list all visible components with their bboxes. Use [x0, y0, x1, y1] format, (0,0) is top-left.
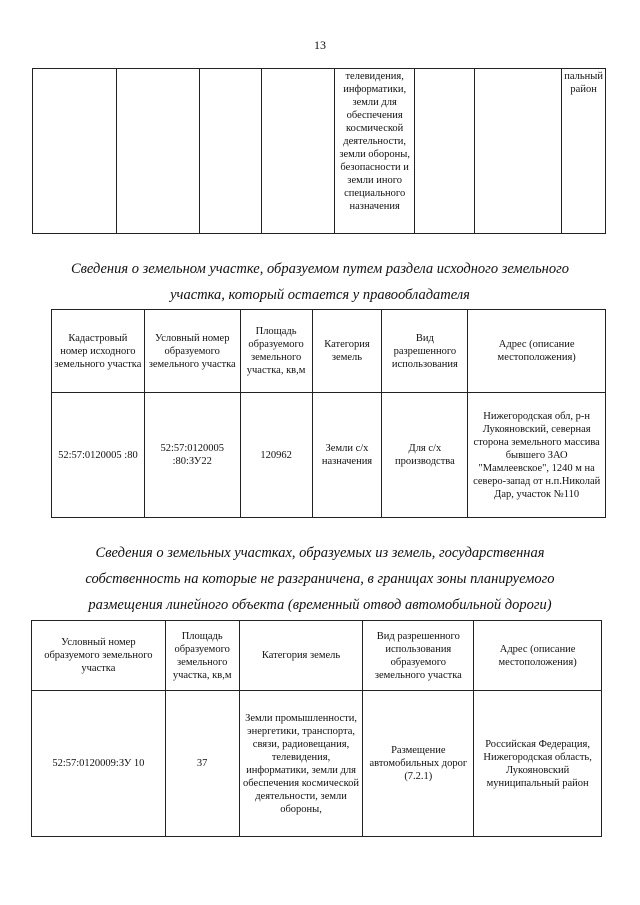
table-header-row: [32, 621, 602, 691]
table-cell: 52:57:0120005 :80: [52, 393, 145, 518]
table-row: [32, 691, 602, 837]
page-number: 13: [314, 38, 326, 52]
table-cell: [33, 69, 117, 234]
table-cell: Российская Федерация, Нижегородская область, Лукояновский муниципальный район: [474, 691, 602, 837]
table-row: [52, 393, 606, 518]
section-heading: [0, 256, 640, 308]
table-cell: Земли с/х назначения: [312, 393, 382, 518]
parcel-table: [51, 309, 606, 518]
header-cell: Адрес (описание местоположения): [468, 310, 606, 393]
table-cell: Для с/х производства: [382, 393, 468, 518]
table-cell: Нижегородская обл, р-н Лукояновский, северная сторона земельного массива бывшего ЗАО "Мамлеевское", 1240 м на северо-запад от н.п.Николай Дар, участок №110: [468, 393, 606, 518]
section-heading-line: участка, который остается у правообладателя: [170, 287, 470, 303]
section-heading-line: собственность на которые не разграничена, в границах зоны планируемого: [85, 571, 555, 587]
table-cell: Земли промышленности, энергетики, транспорта, связи, радиовещания, телевидения, информатики, земли для обеспечения космической деятельности, земли обороны,: [239, 691, 363, 837]
table-row: [33, 69, 606, 234]
state-land-parcel-table: [31, 620, 602, 837]
header-cell: Адрес (описание местоположения): [474, 621, 602, 691]
table-cell: [261, 69, 335, 234]
header-cell: Категория земель: [239, 621, 363, 691]
table-cell: [200, 69, 262, 234]
table-cell-address: пальный район: [562, 69, 606, 234]
table-cell: [474, 69, 561, 234]
header-cell: Кадастровый номер исходного земельного участка: [52, 310, 145, 393]
header-cell: Площадь образуемого земельного участка, кв,м: [240, 310, 312, 393]
header-cell: Вид разрешенного использования образуемого земельного участка: [363, 621, 474, 691]
table-cell: 52:57:0120005 :80:ЗУ22: [144, 393, 240, 518]
section-heading-line: размещения линейного объекта (временный отвод автомобильной дороги): [88, 597, 552, 613]
header-cell: Площадь образуемого земельного участка, кв,м: [165, 621, 239, 691]
section-heading: [0, 540, 640, 618]
table-cell: Размещение автомобильных дорог (7.2.1): [363, 691, 474, 837]
table-cell: 37: [165, 691, 239, 837]
table-header-row: [52, 310, 606, 393]
table-cell: [116, 69, 200, 234]
header-cell: Условный номер образуемого земельного участка: [144, 310, 240, 393]
header-cell: Категория земель: [312, 310, 382, 393]
header-cell: Условный номер образуемого земельного участка: [32, 621, 166, 691]
continuation-table: [32, 68, 606, 234]
table-cell-category: телевидения, информатики, земли для обеспечения космической деятельности, земли обороны, безопасности и земли иного специального назначения: [335, 69, 415, 234]
table-cell: 52:57:0120009:ЗУ 10: [32, 691, 166, 837]
section-heading-line: Сведения о земельных участках, образуемых из земель, государственная: [95, 545, 545, 561]
table-cell: [415, 69, 475, 234]
table-cell: 120962: [240, 393, 312, 518]
section-heading-line: Сведения о земельном участке, образуемом путем раздела исходного земельного: [70, 261, 570, 277]
header-cell: Вид разрешенного использования: [382, 310, 468, 393]
